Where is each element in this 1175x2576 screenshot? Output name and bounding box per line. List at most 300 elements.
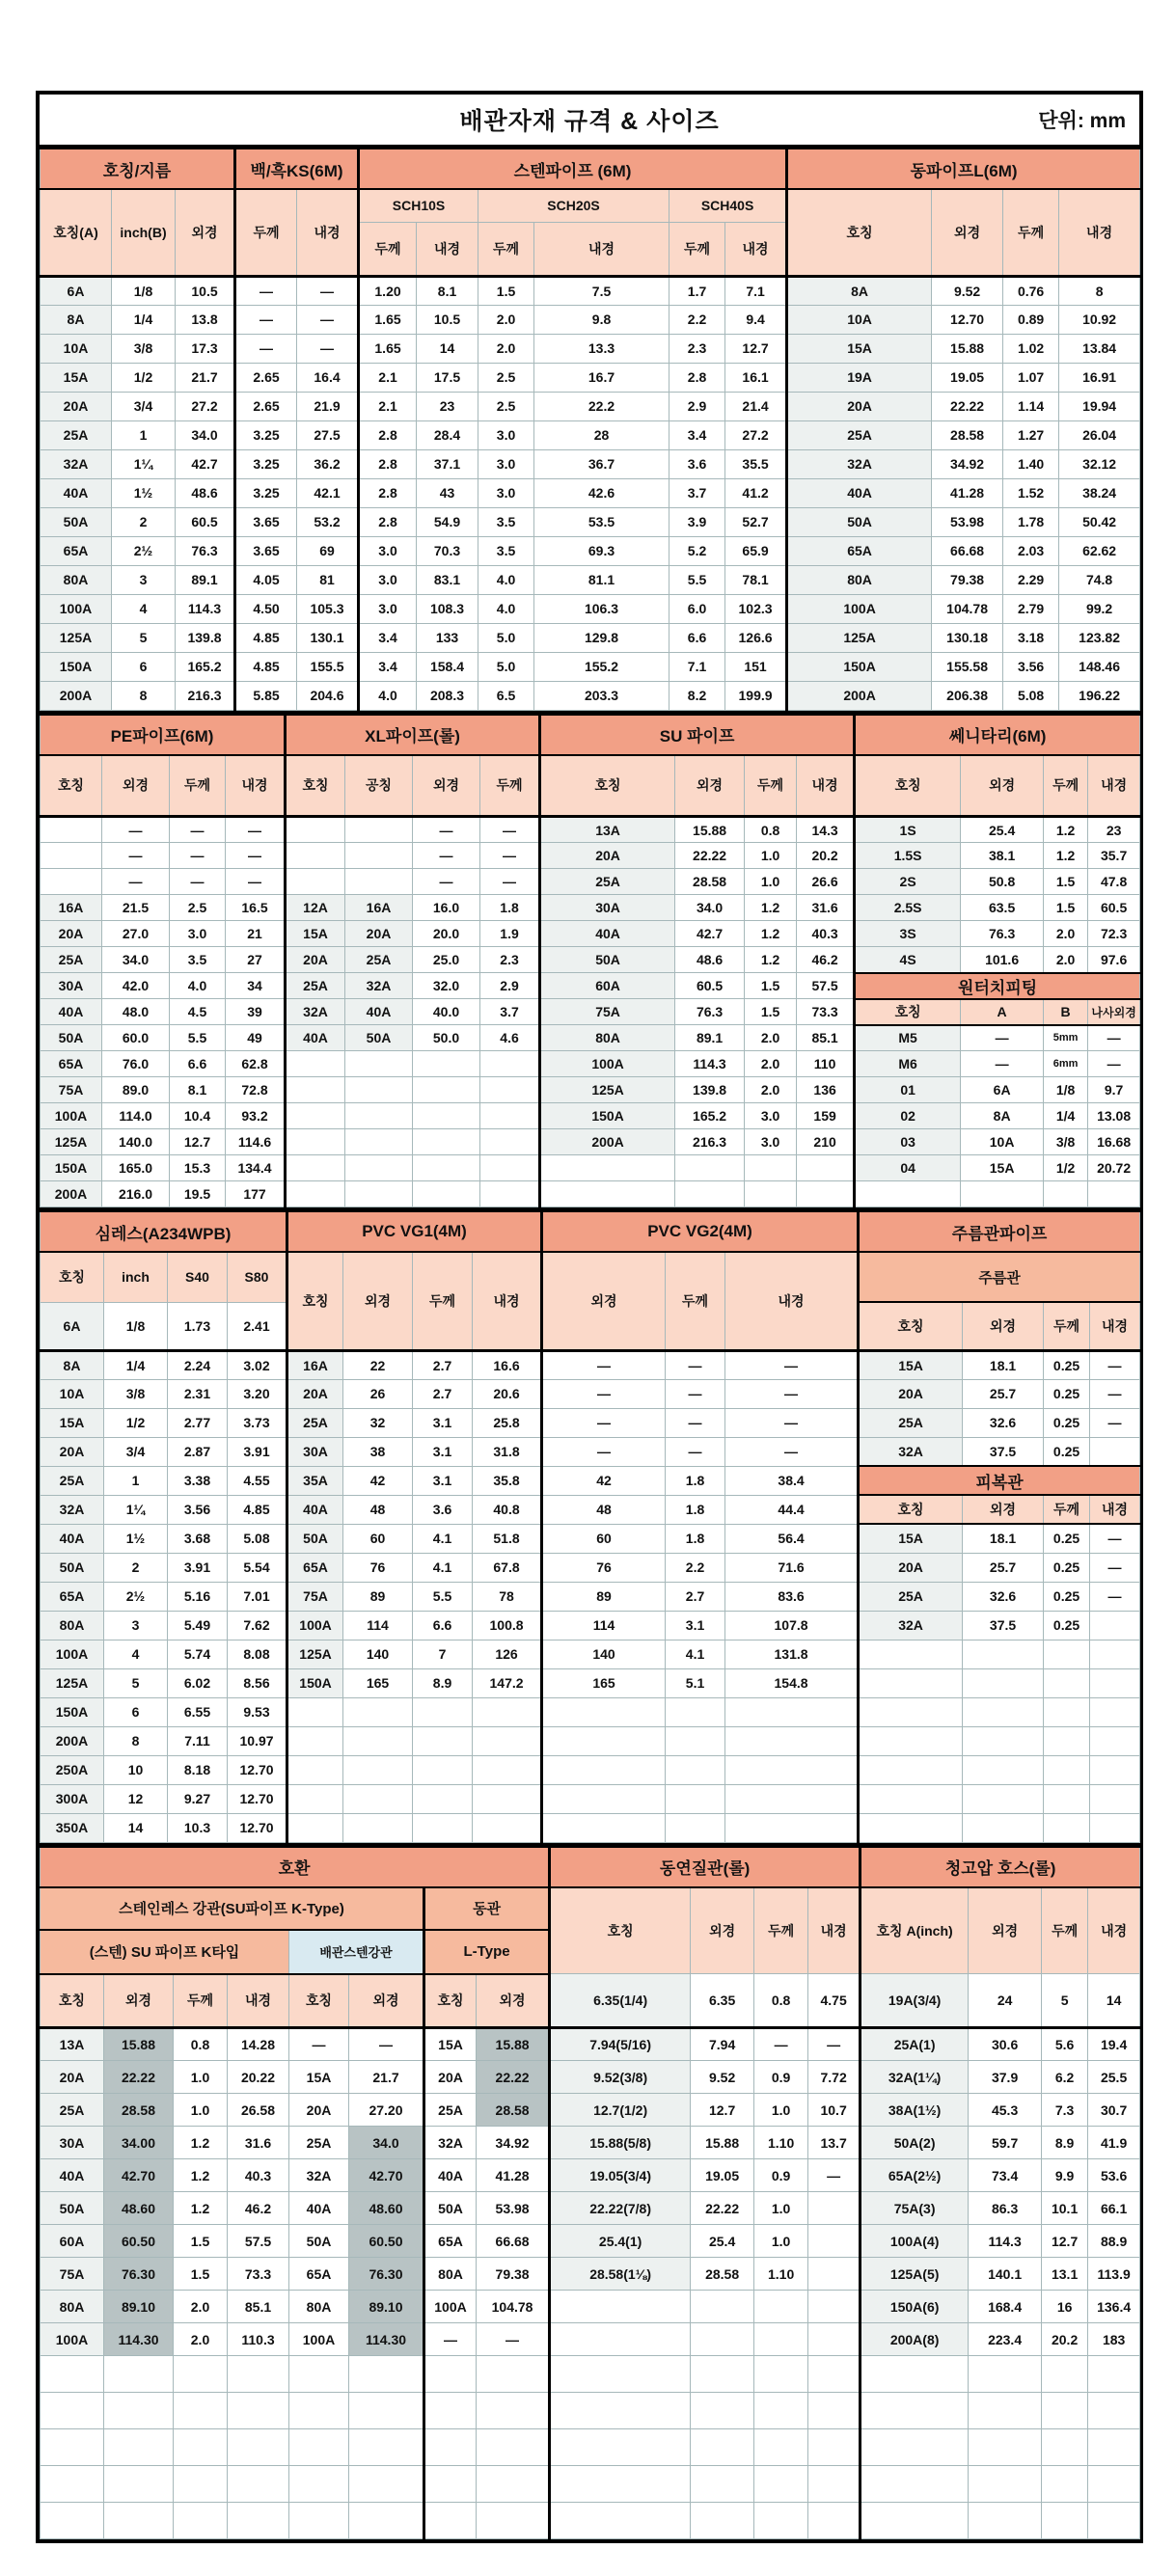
cell: 38.1	[961, 843, 1044, 869]
cell: 5.5	[170, 1025, 226, 1051]
cell: 73.3	[797, 999, 855, 1025]
cell: 2	[112, 507, 176, 536]
cell: 60	[343, 1524, 413, 1553]
cell: 40.8	[473, 1495, 542, 1524]
band3-body	[41, 1350, 1140, 1842]
cell: —	[725, 1408, 859, 1437]
cell: 20A	[286, 947, 345, 973]
cell: 34.92	[477, 2127, 550, 2159]
cell	[287, 1697, 343, 1726]
cell: 80A	[540, 1025, 675, 1051]
cell: —	[480, 817, 540, 843]
cell: M6	[855, 1051, 961, 1077]
cell: 8.18	[168, 1755, 228, 1784]
cell: 89.1	[675, 1025, 745, 1051]
cell: —	[226, 869, 286, 895]
cell: 10.5	[417, 305, 478, 334]
cell	[1042, 2429, 1088, 2466]
cell: 114.0	[102, 1103, 170, 1129]
cell: 100A	[41, 1640, 104, 1668]
cell	[666, 1813, 725, 1842]
cell: 30A	[287, 1437, 343, 1466]
col-header: 외경	[413, 755, 480, 817]
group-header: PVC VG1(4M)	[287, 1211, 542, 1252]
cell: 110	[797, 1051, 855, 1077]
cell: 10A	[961, 1129, 1044, 1155]
cell: —	[1090, 1350, 1140, 1379]
cell: 131.8	[725, 1640, 859, 1668]
cell: 38.24	[1059, 478, 1140, 507]
cell: 42	[343, 1466, 413, 1495]
cell	[477, 2429, 550, 2466]
pipe-compat-table	[40, 1846, 1140, 2540]
cell: 2.31	[168, 1379, 228, 1408]
cell: 2.7	[413, 1379, 473, 1408]
group-header: 스텐파이프 (6M)	[359, 149, 787, 189]
cell: 136	[797, 1077, 855, 1103]
cell: 50A	[540, 947, 675, 973]
cell: 34.0	[176, 420, 235, 449]
cell: 3.4	[669, 420, 725, 449]
cell: 3.18	[1003, 623, 1059, 652]
cell: 4.55	[228, 1466, 287, 1495]
cell	[228, 2466, 289, 2503]
col-header: 호칭	[855, 755, 961, 817]
col-header: 내경	[1088, 755, 1140, 817]
cell: —	[808, 2159, 861, 2192]
cell: 19.05(3/4)	[550, 2159, 691, 2192]
cell: 208.3	[417, 681, 478, 710]
cell: 30.7	[1088, 2094, 1140, 2127]
cell: 2.8	[359, 449, 417, 478]
cell: 223.4	[969, 2323, 1042, 2356]
cell: 31.6	[797, 895, 855, 921]
cell: 20.2	[797, 843, 855, 869]
cell: 3.0	[745, 1103, 797, 1129]
cell: 32A	[859, 1437, 963, 1466]
cell: 66.68	[477, 2225, 550, 2258]
sub-header: 스테인레스 강관(SU파이프 K-Type)	[41, 1887, 424, 1930]
col-header: 두께	[754, 1887, 808, 1974]
cell: 89.10	[349, 2291, 424, 2323]
cell: 136.4	[1088, 2291, 1140, 2323]
cell	[1090, 1697, 1140, 1726]
cell: 37.5	[963, 1611, 1044, 1640]
cell: 3.25	[235, 420, 297, 449]
cell	[343, 1726, 413, 1755]
cell: 13.84	[1059, 334, 1140, 363]
cell	[477, 2393, 550, 2429]
cell: 63.5	[961, 895, 1044, 921]
cell: —	[480, 869, 540, 895]
cell	[286, 817, 345, 843]
cell: 21	[226, 921, 286, 947]
cell: 1.27	[1003, 420, 1059, 449]
cell: 177	[226, 1181, 286, 1207]
table-row	[41, 1379, 1140, 1408]
cell: 15A	[859, 1524, 963, 1553]
cell: 89.1	[176, 565, 235, 594]
cell: 1.7	[669, 276, 725, 305]
table-row	[41, 2192, 1140, 2225]
cell: 14	[417, 334, 478, 363]
cell: 39	[226, 999, 286, 1025]
cell: 20A	[787, 392, 932, 420]
cell: 3/8	[1044, 1129, 1088, 1155]
table-row	[41, 1437, 1140, 1466]
cell: 5.1	[666, 1668, 725, 1697]
cell: 25.0	[413, 947, 480, 973]
cell: 1.5	[1044, 895, 1088, 921]
cell	[349, 2356, 424, 2393]
cell: 48	[542, 1495, 666, 1524]
cell: 8.1	[417, 276, 478, 305]
cell: 1.8	[666, 1466, 725, 1495]
col-header: 외경	[477, 1974, 550, 2028]
cell: 7.11	[168, 1726, 228, 1755]
cell: 70.3	[417, 536, 478, 565]
cell: 4.75	[808, 1974, 861, 2028]
cell: 78	[473, 1582, 542, 1611]
cell: 19.05	[932, 363, 1003, 392]
cell: 76.3	[176, 536, 235, 565]
group-header: PVC VG2(4M)	[542, 1211, 859, 1252]
cell	[174, 2393, 228, 2429]
cell	[413, 1051, 480, 1077]
col-header: 두께	[480, 755, 540, 817]
table-row	[41, 276, 1140, 305]
cell: 34.0	[349, 2127, 424, 2159]
cell	[345, 843, 413, 869]
cell	[691, 2503, 754, 2539]
cell: 1.2	[745, 895, 797, 921]
cell: 4	[112, 594, 176, 623]
cell: 5.16	[168, 1582, 228, 1611]
cell: 35.7	[1088, 843, 1140, 869]
cell: 168.4	[969, 2291, 1042, 2323]
cell: 89	[343, 1582, 413, 1611]
cell: 25A	[41, 947, 102, 973]
cell: 19A(3/4)	[861, 1974, 969, 2028]
cell: 100.8	[473, 1611, 542, 1640]
cell: 15A	[41, 1408, 104, 1437]
cell: 85.1	[228, 2291, 289, 2323]
cell: —	[102, 817, 170, 843]
cell: 3.7	[669, 478, 725, 507]
cell: 25A	[787, 420, 932, 449]
cell	[1088, 2466, 1140, 2503]
table-row	[41, 1466, 1140, 1495]
cell	[413, 1155, 480, 1181]
cell: 13A	[41, 2028, 104, 2061]
cell: 66.1	[1088, 2192, 1140, 2225]
cell: 75A	[287, 1582, 343, 1611]
cell: 126	[473, 1640, 542, 1668]
cell: 66.68	[932, 536, 1003, 565]
cell: 206.38	[932, 681, 1003, 710]
cell: 2S	[855, 869, 961, 895]
cell: 3	[112, 565, 176, 594]
cell: 16.5	[226, 895, 286, 921]
cell: —	[1090, 1553, 1140, 1582]
cell: 8.1	[170, 1077, 226, 1103]
cell: —	[1090, 1379, 1140, 1408]
cell: 32A	[41, 1495, 104, 1524]
col-header: inch	[104, 1252, 168, 1302]
cell: —	[542, 1437, 666, 1466]
cell: 22.2	[534, 392, 669, 420]
cell: 2.5	[478, 363, 534, 392]
cell: —	[542, 1350, 666, 1379]
cell: 32A	[859, 1611, 963, 1640]
cell: —	[235, 276, 297, 305]
cell: 40A	[41, 1524, 104, 1553]
cell	[480, 1129, 540, 1155]
col-header: 내경	[417, 222, 478, 276]
cell	[1090, 1611, 1140, 1640]
col-header: S40	[168, 1252, 228, 1302]
cell	[228, 2429, 289, 2466]
cell: 2.8	[669, 363, 725, 392]
cell: 34.92	[932, 449, 1003, 478]
cell: 72.3	[1088, 921, 1140, 947]
cell: 1.65	[359, 305, 417, 334]
cell: 9.52	[932, 276, 1003, 305]
cell: 20A	[41, 2061, 104, 2094]
cell: 30A	[540, 895, 675, 921]
table-row	[41, 1553, 1140, 1582]
cell: 158.4	[417, 652, 478, 681]
cell	[754, 2503, 808, 2539]
cell: 139.8	[675, 1077, 745, 1103]
title-bar	[40, 95, 1139, 145]
cell: 40.3	[228, 2159, 289, 2192]
cell: 140.1	[969, 2258, 1042, 2291]
cell	[1042, 2393, 1088, 2429]
cell: 8.56	[228, 1668, 287, 1697]
cell: 89.0	[102, 1077, 170, 1103]
cell: 3.5	[170, 947, 226, 973]
cell	[859, 1697, 963, 1726]
cell: 151	[725, 652, 787, 681]
cell: —	[413, 843, 480, 869]
cell	[413, 1103, 480, 1129]
cell: 50.0	[413, 1025, 480, 1051]
cell: 42.7	[675, 921, 745, 947]
cell	[287, 1726, 343, 1755]
cell: 1.2	[745, 947, 797, 973]
cell: 0.25	[1044, 1437, 1090, 1466]
cell: 60.5	[176, 507, 235, 536]
cell	[349, 2503, 424, 2539]
cell	[754, 2323, 808, 2356]
table-row	[41, 1524, 1140, 1553]
cell: 69.3	[534, 536, 669, 565]
cell: 73.3	[228, 2258, 289, 2291]
cell: 31.6	[228, 2127, 289, 2159]
cell: 56.4	[725, 1524, 859, 1553]
cell: 200A	[787, 681, 932, 710]
cell: 3.25	[235, 449, 297, 478]
table-row	[41, 2503, 1140, 2539]
table-row	[41, 973, 1140, 999]
cell: 0.25	[1044, 1524, 1090, 1553]
table-row	[41, 507, 1140, 536]
cell: 1.8	[666, 1495, 725, 1524]
cell	[286, 1051, 345, 1077]
col-header: S80	[228, 1252, 287, 1302]
cell: 165.2	[675, 1103, 745, 1129]
cell: 1/8	[1044, 1077, 1088, 1103]
cell: 150A	[787, 652, 932, 681]
group-header: 호환	[41, 1847, 550, 1887]
sch-header: SCH40S	[669, 189, 787, 222]
cell: 25A	[286, 973, 345, 999]
cell	[1090, 1813, 1140, 1842]
col-header: 외경	[691, 1887, 754, 1974]
cell: 147.2	[473, 1668, 542, 1697]
cell: 19A	[787, 363, 932, 392]
cell: 20A	[41, 921, 102, 947]
cell	[289, 2393, 349, 2429]
cell	[1042, 2356, 1088, 2393]
cell: 20A	[287, 1379, 343, 1408]
cell: 114.3	[969, 2225, 1042, 2258]
cell	[808, 2503, 861, 2539]
cell	[550, 2393, 691, 2429]
cell: 1.78	[1003, 507, 1059, 536]
col-header: 내경	[1088, 1887, 1140, 1974]
cell	[1044, 1640, 1090, 1668]
cell: 102.3	[725, 594, 787, 623]
cell: 1/8	[104, 1302, 168, 1350]
cell: 16A	[345, 895, 413, 921]
cell: 4.0	[359, 681, 417, 710]
sub-header: 주름관	[859, 1252, 1140, 1302]
cell	[287, 1755, 343, 1784]
cell	[473, 1784, 542, 1813]
cell: 42.1	[297, 478, 359, 507]
cell	[41, 2466, 104, 2503]
cell: 71.6	[725, 1553, 859, 1582]
cell: 81	[297, 565, 359, 594]
cell: 5.74	[168, 1640, 228, 1668]
cell: 216.3	[675, 1129, 745, 1155]
cell	[480, 1103, 540, 1129]
cell: 76.0	[102, 1051, 170, 1077]
cell: M5	[855, 1025, 961, 1051]
cell: 10.3	[168, 1813, 228, 1842]
cell	[413, 1813, 473, 1842]
cell: 01	[855, 1077, 961, 1103]
cell: 2.03	[1003, 536, 1059, 565]
cell: 4.85	[235, 652, 297, 681]
cell: 28.58	[104, 2094, 174, 2127]
cell: 1.2	[745, 921, 797, 947]
cell	[1042, 2503, 1088, 2539]
cell: 85.1	[797, 1025, 855, 1051]
group-header: PE파이프(6M)	[41, 715, 286, 755]
cell	[286, 1155, 345, 1181]
cell: 150A	[287, 1668, 343, 1697]
cell: 9.27	[168, 1784, 228, 1813]
cell	[550, 2503, 691, 2539]
cell: 42.70	[349, 2159, 424, 2192]
cell: 2½	[104, 1582, 168, 1611]
cell	[808, 2429, 861, 2466]
cell: 99.2	[1059, 594, 1140, 623]
cell	[480, 1051, 540, 1077]
cell: 4.6	[480, 1025, 540, 1051]
cell: 114.30	[104, 2323, 174, 2356]
cell: 1¼	[112, 449, 176, 478]
table-row	[41, 449, 1140, 478]
cell: 호칭	[855, 999, 961, 1025]
cell: 16A	[287, 1350, 343, 1379]
cell: 2.5	[170, 895, 226, 921]
cell: 1.0	[754, 2225, 808, 2258]
cell: 200A(8)	[861, 2323, 969, 2356]
cell	[1044, 1813, 1090, 1842]
cell	[859, 1784, 963, 1813]
cell	[1044, 1181, 1088, 1207]
cell: 0.76	[1003, 276, 1059, 305]
cell	[413, 1697, 473, 1726]
cell: 42.6	[534, 478, 669, 507]
cell: 9.53	[228, 1697, 287, 1726]
cell: 5.2	[669, 536, 725, 565]
cell	[473, 1813, 542, 1842]
cell: 100A	[41, 594, 112, 623]
cell: 79.38	[477, 2258, 550, 2291]
table-row	[41, 1495, 1140, 1524]
cell: 62.8	[226, 1051, 286, 1077]
cell: 1.07	[1003, 363, 1059, 392]
cell: 3/4	[112, 392, 176, 420]
col-header: 외경	[961, 755, 1044, 817]
cell: 32.6	[963, 1582, 1044, 1611]
cell: 125A(5)	[861, 2258, 969, 2291]
cell: 4.50	[235, 594, 297, 623]
cell: 2.29	[1003, 565, 1059, 594]
cell: 32	[343, 1408, 413, 1437]
cell: 3.0	[359, 565, 417, 594]
cell: 19.94	[1059, 392, 1140, 420]
cell: 25A	[287, 1408, 343, 1437]
col-header: 호칭	[289, 1974, 349, 2028]
cell: 18.1	[963, 1524, 1044, 1553]
cell: 80A	[41, 2291, 104, 2323]
cell: —	[961, 1051, 1044, 1077]
cell: 1.52	[1003, 478, 1059, 507]
cell: 2.5	[478, 392, 534, 420]
cell	[963, 1755, 1044, 1784]
cell: 1.2	[174, 2159, 228, 2192]
cell	[286, 1129, 345, 1155]
cell	[345, 1181, 413, 1207]
cell: 1/4	[1044, 1103, 1088, 1129]
cell: 6.5	[478, 681, 534, 710]
cell: 1.8	[666, 1524, 725, 1553]
cell: 25.5	[1088, 2061, 1140, 2094]
cell: —	[289, 2028, 349, 2061]
cell: 74.8	[1059, 565, 1140, 594]
cell: 50.42	[1059, 507, 1140, 536]
cell: 32A	[289, 2159, 349, 2192]
cell: 5	[112, 623, 176, 652]
cell: 81.1	[534, 565, 669, 594]
cell: 5.6	[1042, 2028, 1088, 2061]
